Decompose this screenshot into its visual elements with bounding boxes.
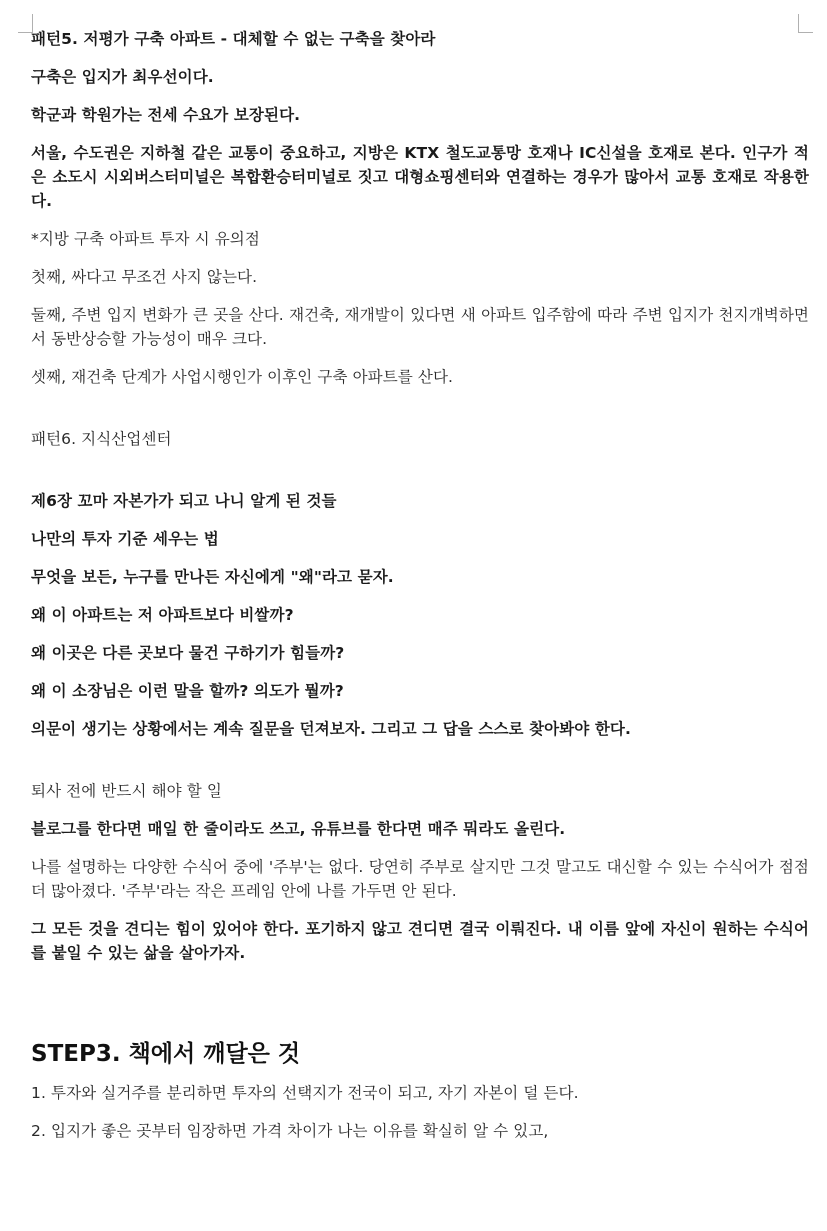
paragraph-transport: 서울, 수도권은 지하철 같은 교통이 중요하고, 지방은 KTX 철도교통망 호재나 IC신설을 호재로 본다. 인구가 적은 소도시 시외버스터미널은 복합환승터미널로 짓고 대형쇼핑센터와 연결하는 경우가 많아서 교통 호재로 작용한다.	[31, 144, 809, 210]
paragraph-housewife: 나를 설명하는 다양한 수식어 중에 '주부'는 없다. 당연히 주부로 살지만 그것 말고도 대신할 수 있는 수식어가 점점 더 많아졌다. '주부'라는 작은 프레임 안에 나를 가두면 안 된다.	[31, 858, 809, 900]
paragraph-why-agent: 왜 이 소장님은 이런 말을 할까? 의도가 뭘까?	[31, 682, 344, 700]
paragraph-blog-youtube: 블로그를 한다면 매일 한 줄이라도 쓰고, 유튜브를 한다면 매주 뭐라도 올린다.	[31, 820, 566, 838]
paragraph-own-criteria: 나만의 투자 기준 세우는 법	[31, 530, 219, 548]
paragraph-first: 첫째, 싸다고 무조건 사지 않는다.	[31, 268, 258, 286]
paragraph-keep-asking: 의문이 생기는 상황에서는 계속 질문을 던져보자. 그리고 그 답을 스스로 찾아봐야 한다.	[31, 720, 631, 738]
list-item-2: 2. 입지가 좋은 곳부터 임장하면 가격 차이가 나는 이유를 확실히 알 수 있고,	[31, 1122, 549, 1140]
paragraph-ask-why: 무엇을 보든, 누구를 만나든 자신에게 "왜"라고 묻자.	[31, 568, 394, 586]
blank-line	[31, 979, 809, 1037]
list-item-1: 1. 투자와 실거주를 분리하면 투자의 선택지가 전국이 되고, 자기 자본이 덜 든다.	[31, 1084, 579, 1102]
paragraph-before-resign: 퇴사 전에 반드시 해야 할 일	[31, 782, 222, 800]
document-body[interactable]	[31, 27, 809, 1157]
pattern5-title: 패턴5. 저평가 구축 아파트 - 대체할 수 없는 구축을 찾아라	[31, 30, 436, 48]
step3-heading: STEP3. 책에서 깨달은 것	[31, 1041, 301, 1067]
chapter6-title: 제6장 꼬마 자본가가 되고 나니 알게 된 것들	[31, 492, 337, 510]
paragraph-why-hard: 왜 이곳은 다른 곳보다 물건 구하기가 힘들까?	[31, 644, 345, 662]
paragraph-location-priority: 구축은 입지가 최우선이다.	[31, 68, 214, 86]
paragraph-second: 둘째, 주변 입지 변화가 큰 곳을 산다. 재건축, 재개발이 있다면 새 아파트 입주함에 따라 주변 입지가 천지개벽하면서 동반상승할 가능성이 매우 크다.	[31, 306, 809, 348]
blank-line	[31, 465, 809, 489]
paragraph-school-district: 학군과 학원가는 전세 수요가 보장된다.	[31, 106, 301, 124]
paragraph-endure: 그 모든 것을 견디는 힘이 있어야 한다. 포기하지 않고 견디면 결국 이뤄진다. 내 이름 앞에 자신이 원하는 수식어를 붙일 수 있는 삶을 살아가자.	[31, 920, 809, 962]
paragraph-why-expensive: 왜 이 아파트는 저 아파트보다 비쌀까?	[31, 606, 294, 624]
pattern6-title: 패턴6. 지식산업센터	[31, 430, 172, 448]
blank-line	[31, 755, 809, 779]
paragraph-caution-header: *지방 구축 아파트 투자 시 유의점	[31, 230, 260, 248]
blank-line	[31, 403, 809, 427]
paragraph-third: 셋째, 재건축 단계가 사업시행인가 이후인 구축 아파트를 산다.	[31, 368, 454, 386]
